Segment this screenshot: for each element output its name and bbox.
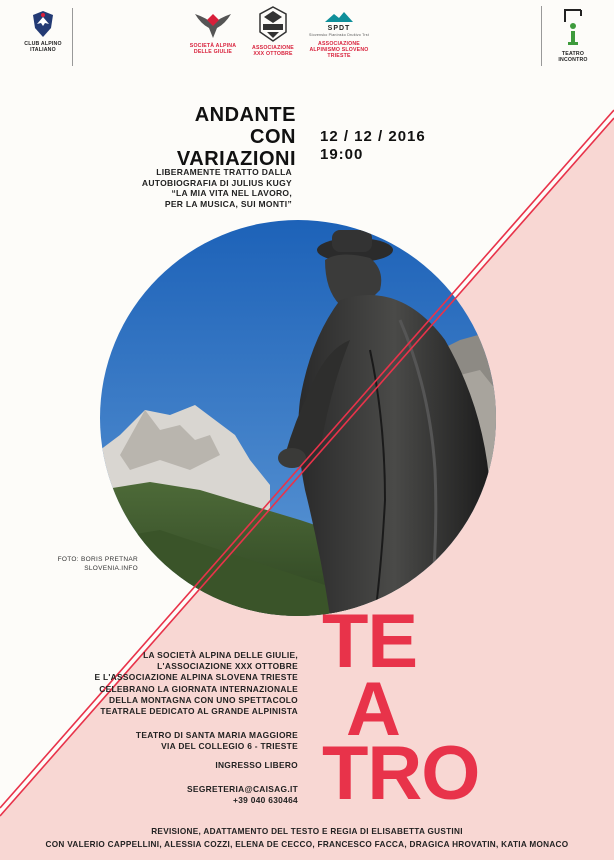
subtitle-line4: PER LA MUSICA, SUI MONTI” xyxy=(164,198,292,209)
spdt-logo-line3: TRIESTE xyxy=(327,53,351,59)
subtitle-line1: LIBERAMENTE TRATTO DALLA xyxy=(156,167,292,177)
photo-credit xyxy=(20,555,138,573)
description-line2: L'ASSOCIAZIONE XXX OTTOBRE xyxy=(157,661,298,672)
subtitle-line3: “LA MIA VITA NEL LAVORO, xyxy=(171,188,292,198)
event-date: 12 / 12 / 2016 xyxy=(320,128,426,145)
contact-info xyxy=(70,784,298,806)
mountain-icon xyxy=(325,12,353,22)
entry-info: INGRESSO LIBERO xyxy=(215,760,298,770)
logo-divider-right xyxy=(541,6,542,66)
event-time: 19:00 xyxy=(320,146,364,163)
teatro-incontro-logo xyxy=(548,6,598,63)
sponsor-logos xyxy=(0,0,614,80)
title-line2: CON VARIAZIONI xyxy=(176,126,296,170)
title-line1: ANDANTE xyxy=(194,104,296,126)
teatro-incontro-icon xyxy=(561,6,585,48)
production-credits xyxy=(0,826,614,851)
teatro-word-part3: TRO xyxy=(322,731,480,816)
event-description xyxy=(70,650,298,717)
photo-credit-line2: SLOVENIA.INFO xyxy=(84,565,138,572)
contact-email-link[interactable]: SEGRETERIA@CAISAG.IT xyxy=(187,784,298,794)
cai-emblem-icon xyxy=(31,10,55,38)
sag-logo-line2: DELLE GIULIE xyxy=(193,49,233,55)
photo-credit-line1: FOTO: BORIS PRETNAR xyxy=(57,556,138,563)
description-line1: LA SOCIETÀ ALPINA DELLE GIULIE, xyxy=(143,650,298,660)
spdt-acronym: SPDT xyxy=(327,25,351,32)
description-line5: DELLA MONTAGNA CON UNO SPETTACOLO xyxy=(108,694,298,705)
subtitle-line2: AUTOBIOGRAFIA DI JULIUS KUGY xyxy=(141,177,292,188)
event-datetime xyxy=(320,128,426,164)
xxx-logo-line2: XXX OTTOBRE xyxy=(253,51,293,57)
spdt-logo xyxy=(304,12,374,59)
teatro-incontro-line1: TEATRO xyxy=(561,51,585,57)
credits-direction: REVISIONE, ADATTAMENTO DEL TESTO E REGIA DI ELISABETTA GUSTINI xyxy=(151,827,463,836)
show-subtitle xyxy=(136,167,292,209)
xxx-badge-icon xyxy=(258,6,288,42)
description-line3: E L'ASSOCIAZIONE ALPINA SLOVENA TRIESTE xyxy=(94,672,298,683)
credits-cast: CON VALERIO CAPPELLINI, ALESSIA COZZI, ELENA DE CECCO, FRANCESCO FACCA, DRAGICA HROVATIN, KATIA MONACO xyxy=(45,839,569,849)
description-line6: TEATRALE DEDICATO AL GRANDE ALPINISTA xyxy=(100,706,298,717)
event-venue xyxy=(70,730,298,752)
spdt-tagline: Slovensko Planinsko Društvo Trst xyxy=(309,33,369,37)
description-line4: CELEBRANO LA GIORNATA INTERNAZIONALE xyxy=(99,683,298,694)
eagle-emblem-icon xyxy=(193,10,233,40)
xxx-logo-line1: ASSOCIAZIONE xyxy=(252,45,294,51)
xxx-ottobre-logo xyxy=(246,6,300,57)
cai-logo-line2: ITALIANO xyxy=(30,47,56,53)
contact-phone: +39 040 630464 xyxy=(233,795,298,806)
venue-address: VIA DEL COLLEGIO 6 - TRIESTE xyxy=(161,741,298,752)
teatro-word-part1: TE xyxy=(322,599,418,684)
cai-logo-line1: CLUB ALPINO xyxy=(24,41,62,47)
show-title xyxy=(136,104,296,170)
cai-logo xyxy=(18,10,68,53)
teatro-incontro-line2: INCONTRO xyxy=(558,57,588,63)
venue-name: TEATRO DI SANTA MARIA MAGGIORE xyxy=(135,730,298,740)
logo-divider-left xyxy=(72,8,73,66)
sag-logo-line1: SOCIETÀ ALPINA xyxy=(189,43,237,49)
teatro-word-part2: A xyxy=(346,667,400,752)
spdt-logo-line1: ASSOCIAZIONE xyxy=(318,41,360,47)
spdt-logo-line2: ALPINISMO SLOVENO xyxy=(309,47,369,53)
sag-logo xyxy=(186,10,240,55)
